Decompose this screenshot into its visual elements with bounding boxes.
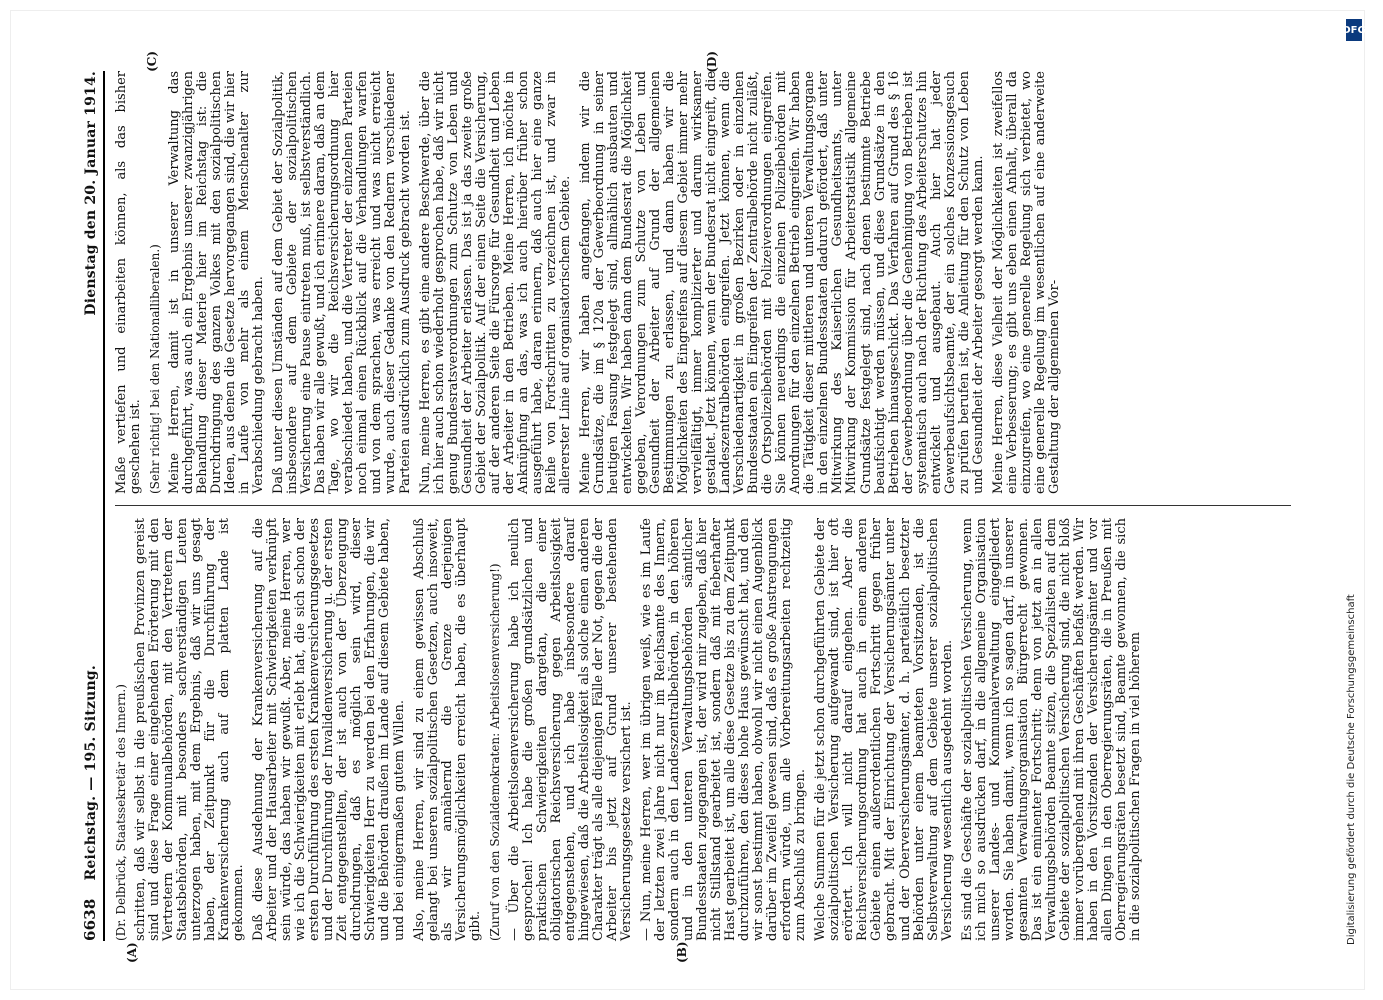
side-marker-A: (A): [125, 942, 139, 963]
header-left: [81, 665, 99, 941]
left-para-0: (Dr. Delbrück, Staatssekretär des Innern.): [114, 684, 128, 941]
header-left-title: Reichstag. — 195. Sitzung.: [83, 665, 99, 881]
left-para-1: schritten, daß wir selbst in die preußischen Provinzen gereist sind und diese Frage einer eingehenden Erörterung mit den Vertretern der Kommunalbehörden, mit den Vertretern der Staatsbehörden, mit besonders sachverständigen Leuten unterzogen haben, mit dem Ergebnis, daß wir uns gesagt haben, der Zeitpunkt für die Durchführung der Krankenversicherung auch auf dem platten Lande ist gekommen.: [132, 518, 247, 941]
right-para-6: Meine Herren, diese Vielheit der Möglichkeiten ist zweifellos eine Verbesserung; es gibt uns eben einen Anhalt, überall da einzugreifen, wo eine generelle Regelung sich verbietet, wo eine generelle Regelung im wesentlichen auf eine anderweite Gestaltung der allgemeinen Vor-: [990, 71, 1062, 494]
right-para-0: Maße vertiefen und einarbeiten können, als das bisher geschehen ist.: [114, 71, 144, 494]
right-para-2: Meine Herren, damit ist in unserer Verwaltung das durchgeführt, was auch ein Ergebnis unserer zwanzigjährigen Behandlung dieser Materie hier im Reichstag ist: die Durchdringung des ganzen Volkes mit den sozialpolitischen Ideen, aus denen die Gesetze hervorgegangen sind, die wir hier in Laufe von mehr als einem Menschenalter zur Verabschiedung gebracht haben.: [167, 71, 267, 494]
page-number: 6638: [81, 898, 99, 941]
left-para-4: (Zuruf von den Sozialdemokraten: Arbeitslosenversicherung!): [487, 563, 502, 941]
rotated-page: [71, 51, 1291, 963]
rotated-wrapper: [71, 51, 1291, 963]
right-para-3: Daß unter diesen Umständen auf dem Gebiet der Sozialpolitik, insbesondere auf dem Gebiete der sozialpolitischen Versicherung eine Pause eintreten muß, ist selbstverständlich. Das haben wir alle gewußt, und ich erinnere daran, daß an dem Tage, wo wir die Reichsversicherungsordnung hier verabschiedet haben, und die Vertreter der einzelnen Parteien noch einmal einen Rückblick auf die Verhandlungen warfen und von dem sprachen, was erreicht und was nicht erreicht wurde, auch dieser Gedanke von den Rednern verschiedener Parteien ausdrücklich zum Ausdruck gebracht worden ist.: [271, 71, 413, 494]
side-marker-B: (B): [675, 941, 689, 963]
left-para-2: Daß diese Ausdehnung der Krankenversicherung auf die Arbeiter und der Hausarbeiter mit Schwierigkeiten verknüpft sein würde, das haben wir gewußt. Aber, meine Herren, wer wie ich die Schwierigkeiten mit erlebt hat, die sich schon der ersten Durchführung des ersten Krankenversicherungsgesetzes und der Durchführung der Invalidenversicherung u. der ersten Zeit entgegenstellten, der ist auch von der Überzeugung durchdrungen, daß es möglich sein wird, dieser Schwierigkeiten Herr zu werden bei den Erfahrungen, die wir und die Behörden draußen im Lande auf diesem Gebiete haben, und bei einigermaßen gutem Willen.: [251, 518, 407, 941]
left-para-8: Es sind die Geschäfte der sozialpolitischen Versicherung, wenn ich mich so ausdrücken darf, in die allgemeine Organisation unserer Landes- und Kommunalverwaltung eingegliedert worden. Sie haben damit, wenn ich so sagen darf, in unserer gesamten Verwaltungsorganisation Bürgerrecht gewonnen. Das ist ein eminenter Fortschritt; denn von jetzt an in allen Verwaltungsbehörden Beamte sitzen, die Spezialisten auf dem Gebiete der sozialpolitischen Versicherung sind, die nicht bloß immer vorübergehend mit ihren Geschäften befaßt werden. Wir haben in den Vorsitzenden der Versicherungsämter und vor allen Dingen in den Oberregierungsräten, die in Preußen mit Oberregierungsräten besetzt sind, Beamte gewonnen, die sich in die sozialpolitischen Fragen in viel höherem: [959, 518, 1143, 941]
digitization-credit: Digitalisierung gefördert durch die Deutsche Forschungsgemeinschaft: [1346, 594, 1357, 945]
left-para-7: Welche Summen für die jetzt schon durchgeführten Gebiete der sozialpolitischen Versicherung aufgewandt sind, ist hier oft erörtert. Ich will nicht darauf eingehen. Aber die Reichsversicherungsordnung hat auch in einem anderen Gebiete einen außerordentlichen Fortschritt gegen früher gebracht. Mit der Einrichtung der Versicherungsämter unter und der Oberversicherungsämter, d. h. parteiätlich besetzter Behörden unter einem beamteten Vorsitzenden, ist die Selbstverwaltung auf dem Gebiete unserer sozialpolitischen Versicherung wesentlich ausgedehnt worden.: [813, 518, 955, 941]
right-column: [114, 51, 1275, 494]
right-para-1: (Sehr richtig! bei den Nationalliberalen.): [148, 244, 163, 494]
header-right-title: Dienstag den 20. Januar 1914.: [83, 71, 99, 316]
side-marker-D: (D): [705, 51, 719, 73]
page-header: [71, 71, 105, 941]
columns: [114, 51, 1275, 963]
document-page: [10, 10, 1365, 990]
right-para-4: Nun, meine Herren, es gibt eine andere Beschwerde, über die ich hier auch schon wiederholt gesprochen habe, daß wir nicht genug Bundesratsverordnungen zum Schutze von Leben und Gesundheit der Arbeiter erlassen. Das ist ja das zweite große Gebiet der Sozialpolitik. Auf der einen Seite die Versicherung, auf der anderen Seite die Fürsorge für Gesundheit und Leben der Arbeiter in den Betrieben. Meine Herren, ich möchte in Anknüpfung an das, was ich auch hierüber früher schon ausgeführt habe, daran erinnern, daß auch hier eine ganze Reihe von Fortschritten zu verzeichnen ist, und zwar in allererster Linie auf organisatorischem Gebiete.: [417, 71, 573, 494]
left-para-6: — Nun, meine Herren, wer im übrigen weiß, wie es im Laufe der letzten zwei Jahre nicht nur im Reichsamte des Innern, sondern auch in den Landeszentralbehörden, in den höheren und in den unteren Verwaltungsbehörden sämtlicher Bundesstaaten zugegangen ist, der wird mir zugeben, daß hier nicht Stillstand gearbeitet ist, sondern daß mit fieberhafter Hast gearbeitet ist, um alle diese Gesetze bis zu dem Zeitpunkt durchzuführen, den dieses hohe Haus gewünscht hat, und den wir sonst bestimmt haben, obwohl wir nicht einen Augenblick darüber im Zweifel gewesen sind, daß es große Anstrengungen erfordern würde, um alle Vorbereitungsarbeiten rechtzeitig zum Abschluß zu bringen.: [638, 518, 809, 941]
side-marker-C: (C): [145, 51, 159, 72]
left-para-5: — Über die Arbeitslosenversicherung habe ich neulich gesprochen! Ich habe die großen grundsätzlichen und praktischen Schwierigkeiten dargetan, die einer obligatorischen Reichsversicherung gegen Arbeitslosigkeit entgegenstehen, und ich habe insbesondere darauf hingewiesen, daß die Arbeitslosigkeit als solche einen anderen Charakter trägt als alle diejenigen Fälle der Not, gegen die der Arbeiter bis jetzt auf Grund unserer bestehenden Versicherungsgesetze versichert ist.: [506, 518, 634, 941]
right-para-5: Meine Herren, wir haben angefangen, indem wir die Grundsätze, die im § 120a der Gewerbeordnung in seiner heutigen Fassung festgelegt sind, allmählich ausbauten und entwickelten. Wir haben dann dem Bundesrat die Möglichkeit gegeben, Verordnungen zum Schutze von Leben und Gesundheit der Arbeiter auf Grund der allgemeinen Bestimmungen zu erlassen, und dann haben wir die Möglichkeiten des Eingreifens auf diesem Gebiet immer mehr vervielfältigt, immer komplizierter und darum wirksamer gestaltet. Jetzt können, wenn der Bundesrat nicht eingreift, die Landeszentralbehörden eingreifen. Jetzt können, wenn die Verschiedenartigkeit in großen Bezirken oder in einzelnen Bundesstaaten ein Eingreifen der Zentralbehörde nicht zuläßt, die Ortspolizeibehörden mit Polizeiverordnungen eingreifen. Sie können neuerdings die einzelnen Polizeibehörden mit Anordnungen für den einzelnen Betrieb eingreifen. Wir haben die Tätigkeit dieser mittleren und unteren Verwaltungsorgane in den einzelnen Bundesstaaten dadurch gefördert, daß unter Mitwirkung des Kaiserlichen Gesundheitsamts, unter Mitwirkung der Kommission für Arbeiterstatistik allgemeine Grundsätze festgelegt sind, nach denen bestimmte Betriebe beaufsichtigt werden müssen, und diese Grundsätze in den Betrieben hinausgeschickt. Das Verfahren auf Grund des § 16 der Gewerbeordnung über die Genehmigung von Betrieben ist systematisch auch nach der Richtung des Arbeiterschutzes hin entwickelt und ausgebaut. Auch hier hat jeder Gewerbeaufsichtsbeamte, der ein solches Konzessionsgesuch zu prüfen berufen ist, die Anleitung für den Schutz von Leben und Gesundheit der Arbeiter gesorgt werden kann.: [577, 71, 986, 494]
left-para-3: Also, meine Herren, wir sind zu einem gewissen Abschluß gelangt bei unseren sozialpolitischen Gesetzen, auch insoweit, als wir annähernd die Grenze derjenigen Versicherungsmöglichkeiten erreicht haben, die es überhaupt gibt.: [411, 518, 483, 941]
dfg-badge: DFG: [1346, 19, 1362, 41]
left-column: [114, 518, 1275, 963]
